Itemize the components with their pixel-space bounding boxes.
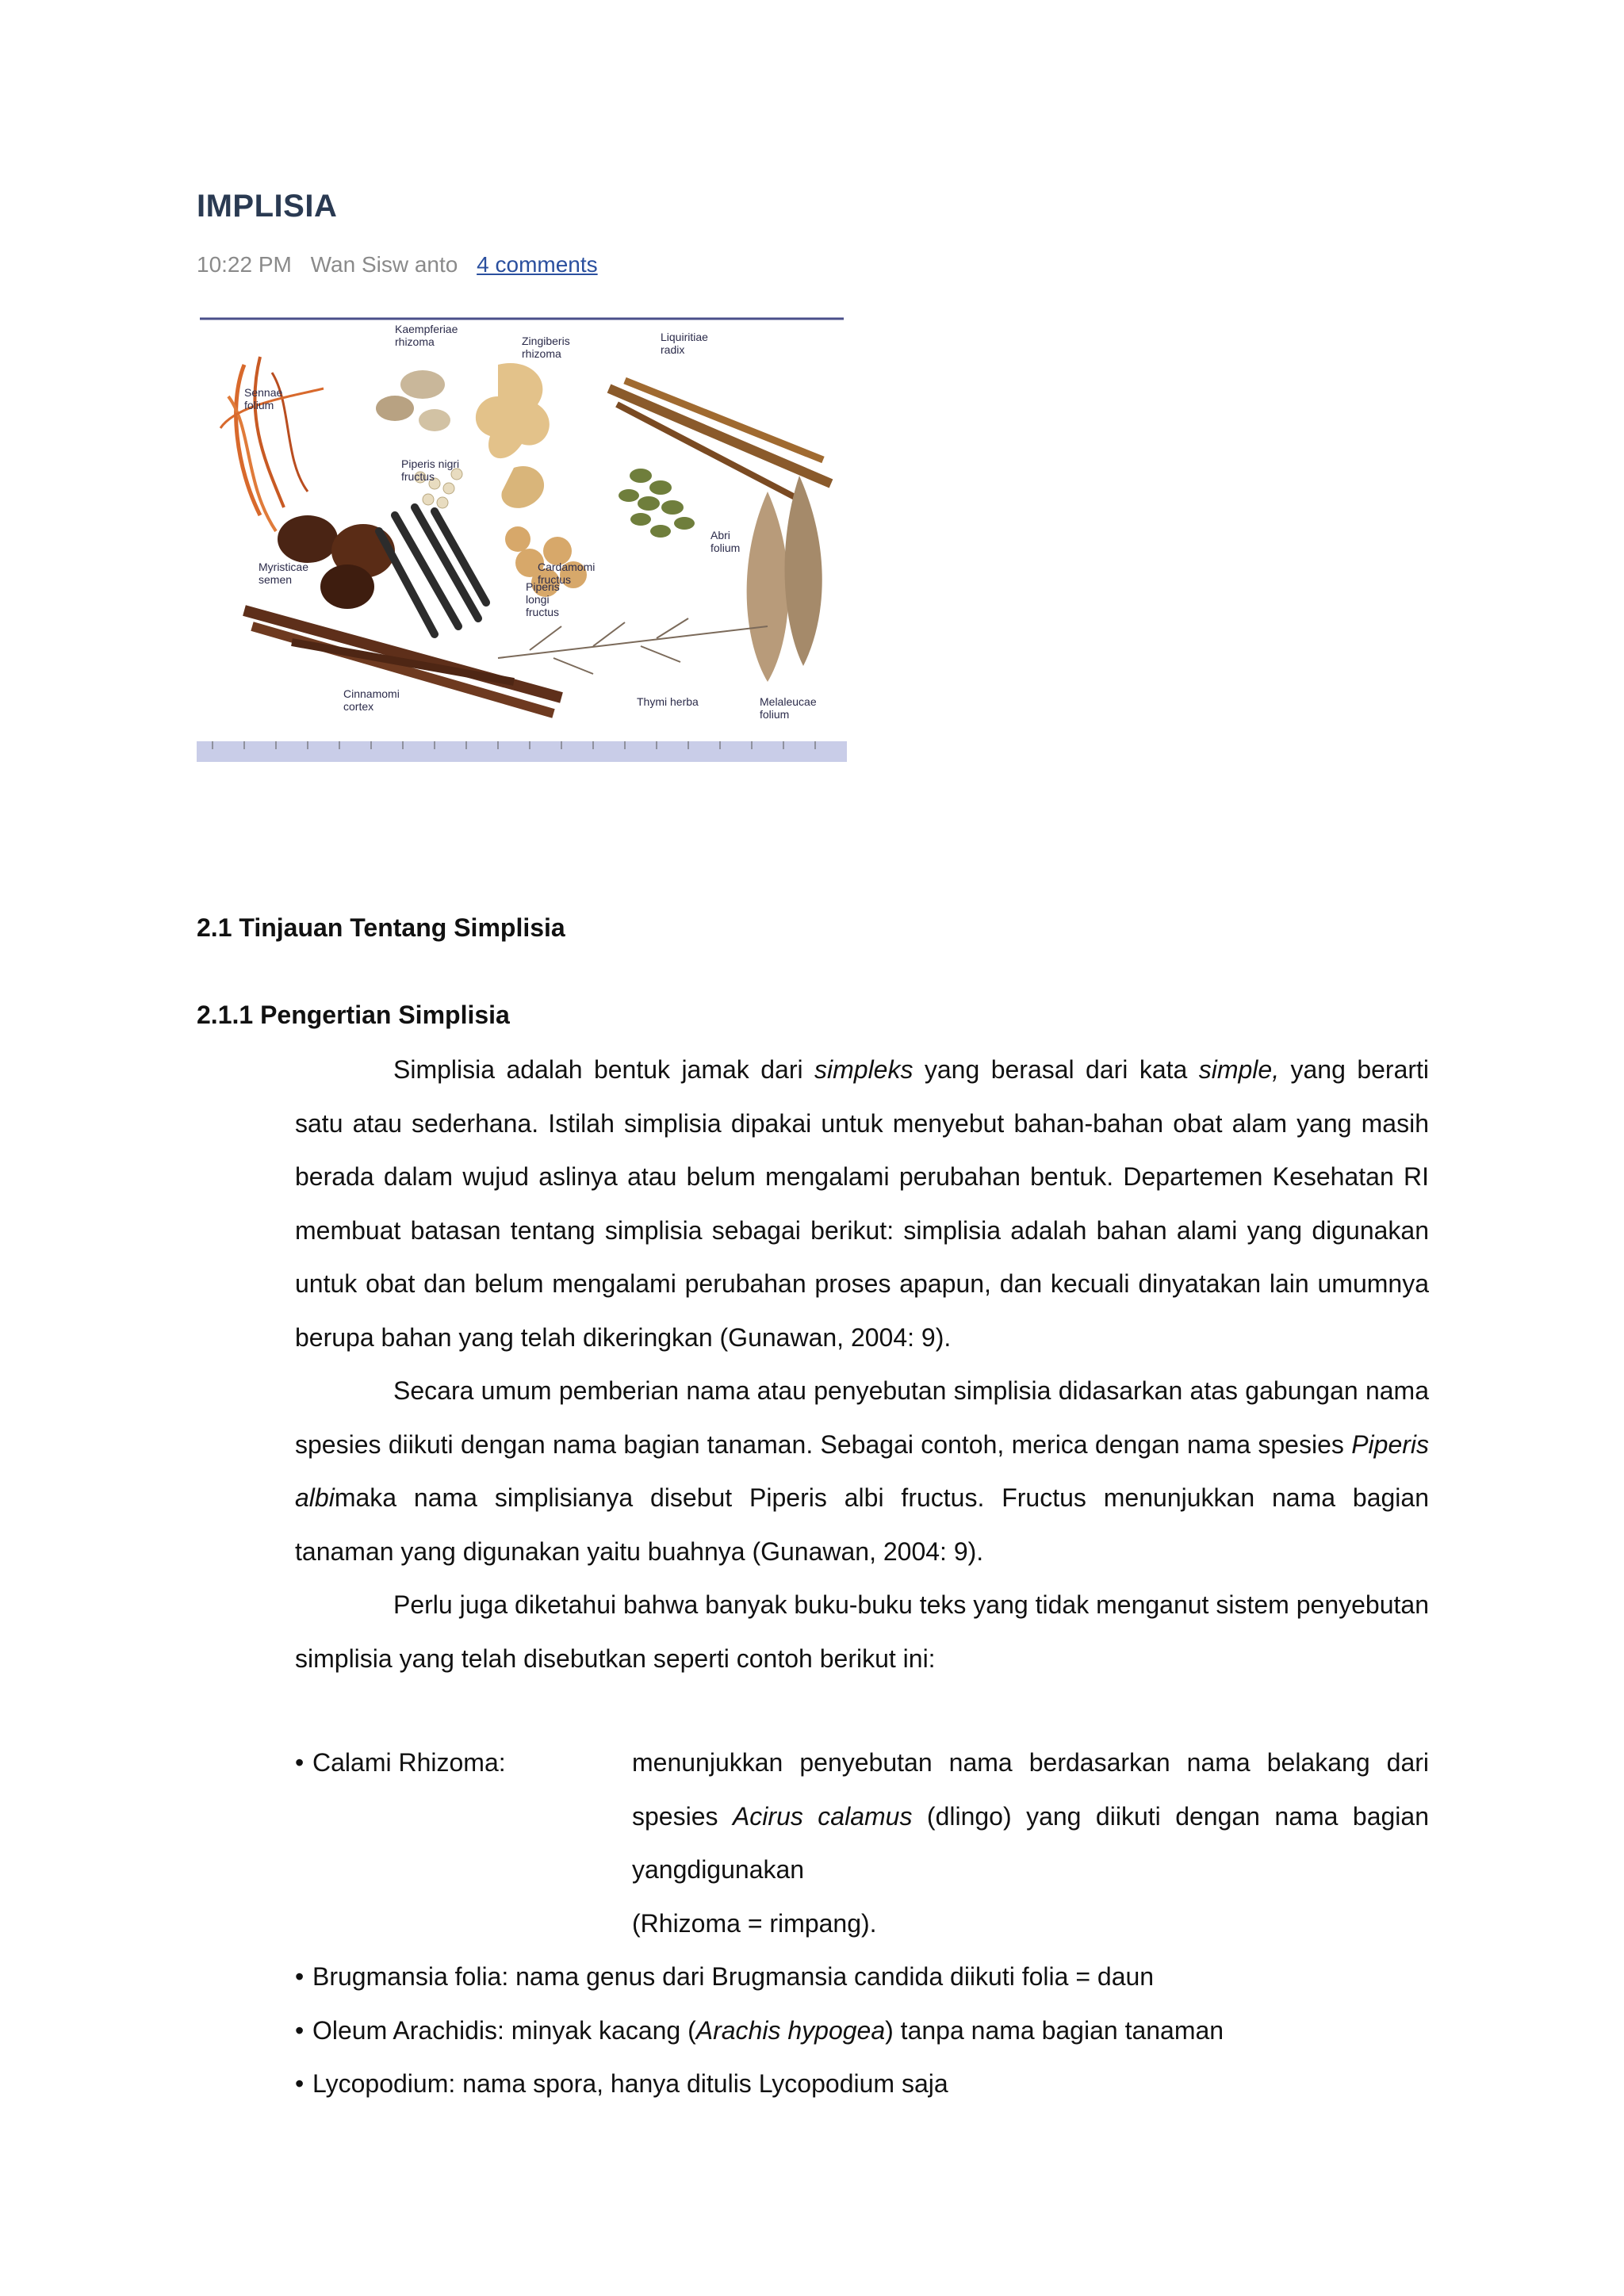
label-piperis-longi: Piperis longi fructus — [526, 580, 560, 618]
label-cardamomi: Cardamomi fructus — [538, 561, 596, 586]
label-senna: Sennae folium — [244, 386, 283, 411]
label-myristica: Myristicae semen — [259, 561, 309, 586]
label-kaempferia: Kaempferiae rhizoma — [395, 323, 458, 348]
list-item: • Calami Rhizoma: menunjukkan penyebutan nama berdasarkan nama belakang dari spesies Acirus calamus (dlingo) yang diikuti dengan nama bagian yangdigunakan (Rhizoma = rimpang). — [295, 1748, 1430, 1938]
example-list — [295, 1736, 1429, 2111]
label-cinnamomi: Cinnamomi cortex — [343, 687, 400, 713]
label-piperis-nigri: Piperis nigri fructus — [401, 457, 460, 483]
label-zingiber: Zingiberis rhizoma — [522, 335, 570, 360]
label-melaleuca: Melaleucae folium — [760, 695, 817, 721]
post-time: 10:22 PM — [197, 252, 292, 277]
paragraph-1: Simplisia adalah bentuk jamak dari simpleks yang berasal dari kata simple, yang berarti satu atau sederhana. Istilah simplisia dipakai untuk menyebut bahan-bahan obat alam yang masih berada dalam wujud aslinya atau belum mengalami perubahan bentuk. Departemen Kesehatan RI membuat batasan tentang simplisia sebagai berikut: simplisia adalah bahan alami yang digunakan untuk obat dan belum mengalami perubahan proses apapun, dan kecuali dinyatakan lain umumnya berupa bahan yang telah dikeringkan (Gunawan, 2004: 9). — [295, 1055, 1430, 1352]
post-title: IMPLISIA — [197, 189, 338, 224]
simplisia-specimens-image — [197, 309, 847, 769]
subsection-heading: 2.1.1 Pengertian Simplisia — [197, 1001, 510, 1029]
comments-link[interactable]: 4 comments — [477, 252, 598, 277]
list-item: • Brugmansia folia: nama genus dari Brugmansia candida diikuti folia = daun — [295, 1962, 1155, 1991]
post-meta — [197, 252, 598, 277]
section-heading: 2.1 Tinjauan Tentang Simplisia — [197, 913, 565, 942]
body-text — [295, 1043, 1429, 1686]
list-item: • Lycopodium: nama spora, hanya ditulis Lycopodium saja — [295, 2069, 948, 2098]
paragraph-3: Perlu juga diketahui bahwa banyak buku-buku teks yang tidak menganut sistem penyebutan simplisia yang telah disebutkan seperti contoh berikut ini: — [295, 1590, 1429, 1673]
label-liquiritia: Liquiritiae radix — [661, 331, 708, 356]
label-thymi: Thymi herba — [637, 695, 699, 708]
label-abri: Abri folium — [710, 529, 741, 554]
list-item: • Oleum Arachidis: minyak kacang (Arachis hypogea) tanpa nama bagian tanaman — [295, 2015, 1224, 2045]
paragraph-2: Secara umum pemberian nama atau penyebutan simplisia didasarkan atas gabungan nama spesies diikuti dengan nama bagian tanaman. Sebagai contoh, merica dengan nama spesies Piperis albimaka nama simplisianya disebut Piperis albi fructus. Fructus menunjukkan nama bagian tanaman yang digunakan yaitu buahnya (Gunawan, 2004: 9). — [295, 1376, 1429, 1566]
post-author[interactable]: Wan Sisw anto — [310, 252, 458, 277]
